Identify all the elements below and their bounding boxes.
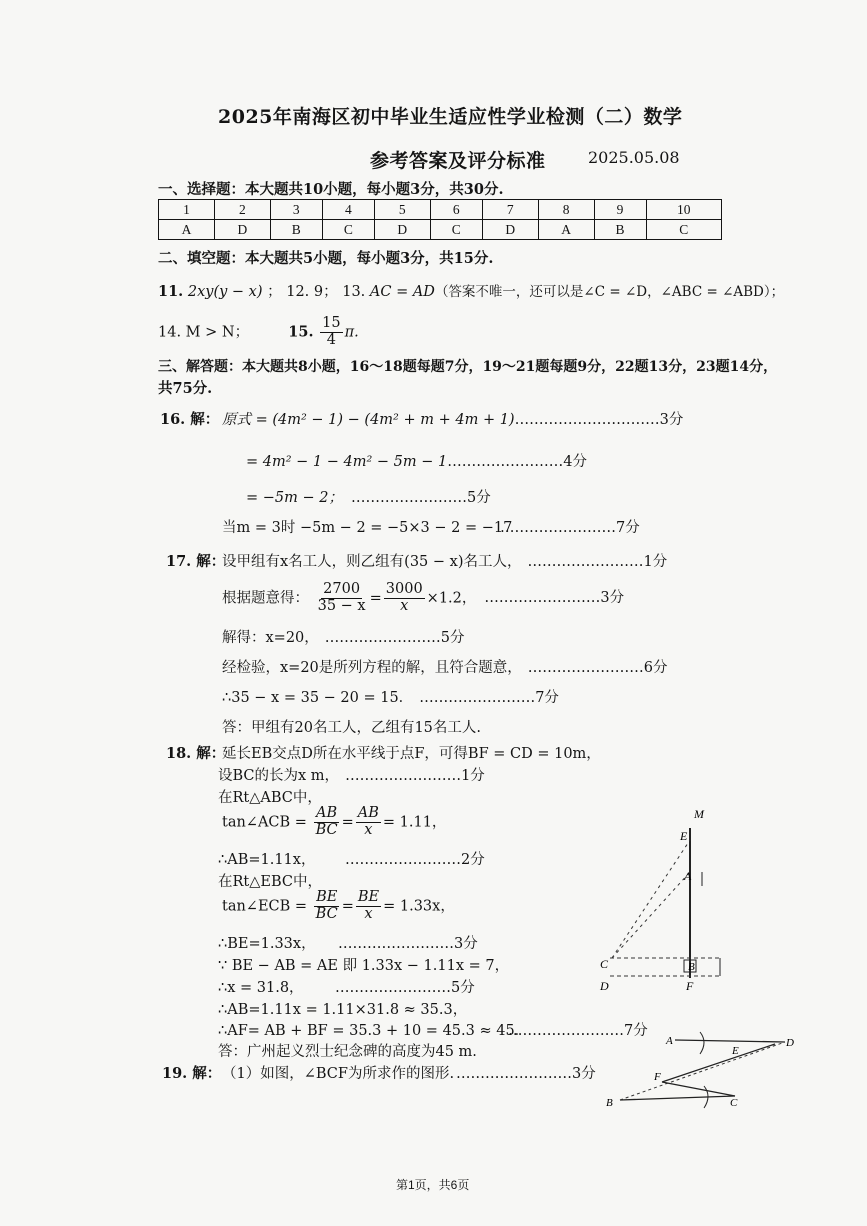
section-3-heading-cont: 共75分. — [158, 380, 213, 397]
score-marker: ……………………7分 — [500, 520, 640, 536]
q16-step-1 — [222, 408, 683, 429]
q15-tail: π. — [344, 324, 359, 341]
q17-step-4 — [222, 656, 668, 677]
point-label-d: D — [600, 979, 609, 993]
question-number: 8 — [538, 200, 594, 220]
q17-step-2-text: 根据题意得： — [222, 590, 309, 607]
answer-table — [158, 199, 722, 240]
tan-prefix: tan∠ACB = — [222, 814, 307, 831]
score-marker: ……………………7分 — [508, 1023, 648, 1039]
q18-answer: 答：广州起义烈士纪念碑的高度为45 m. — [218, 1044, 477, 1060]
fraction-denominator: BC — [315, 905, 338, 922]
score-marker: ……………………2分 — [345, 852, 485, 868]
q16-step-1-expr: 原式 = (4m² − 1) − (4m² + m + 4m + 1) — [222, 412, 515, 428]
answer-cell: B — [594, 220, 646, 240]
q18-step-10: ∴x = 31.8， — [218, 980, 304, 996]
exam-date: 2025.05.08 — [588, 148, 680, 167]
point-label-e: E — [732, 1045, 739, 1057]
answer-cell: C — [430, 220, 482, 240]
q19-step-1: （1）如图，∠BCF为所求作的图形. — [222, 1066, 455, 1082]
point-label-e: E — [680, 829, 688, 843]
q16-step-4: 当m = 3时 −5m − 2 = −5×3 − 2 = −17 — [222, 520, 513, 536]
q18-step-2-text: 设BC的长为x m， — [218, 768, 340, 784]
page-subtitle: 参考答案及评分标准 — [370, 150, 546, 172]
point-label-d: D — [786, 1037, 794, 1049]
score-marker: ……………………1分 — [527, 554, 668, 570]
point-label-c: C — [730, 1097, 738, 1109]
q16-step-2 — [246, 450, 587, 471]
q17-step-1-text: 设甲组有x名工人，则乙组有(35 − x)名工人， — [222, 554, 522, 570]
fraction — [356, 890, 381, 923]
q14-answer: 14. M > N； — [158, 324, 250, 341]
answer-cell: B — [270, 220, 322, 240]
answer-cell: D — [374, 220, 430, 240]
fraction-denominator: x — [400, 597, 409, 614]
answer-cell: C — [322, 220, 374, 240]
q17-step-5-text: ∴35 − x = 35 − 20 = 15． — [222, 690, 414, 706]
q17-step-4-text: 经检验，x=20是所列方程的解，且符合题意， — [222, 660, 522, 676]
question-number: 5 — [374, 200, 430, 220]
q11-answer: 2xy(y − x) — [187, 284, 263, 300]
q18-tan-ecb: tan∠ECB = $\frac{BE}{BC}$ = $\frac{BE}{x}$ = 1.33x， — [222, 889, 455, 922]
fraction — [314, 890, 340, 923]
answer-cell: D — [214, 220, 270, 240]
score-marker: ……………………3分 — [456, 1066, 596, 1082]
section-3-heading: 三、解答题：本大题共8小题，16～18题每题7分，19～21题每题9分，22题13分，23题14分， — [158, 359, 778, 375]
point-label-f: F — [686, 979, 694, 993]
point-label-m: M — [694, 807, 704, 821]
score-marker: …………………………3分 — [514, 412, 684, 428]
point-label-b: B — [606, 1097, 613, 1109]
question-number: 9 — [594, 200, 646, 220]
question-number: 10 — [646, 200, 721, 220]
fraction-numerator: 3000 — [385, 581, 423, 597]
q18-step-9: ∵ BE − AB = AE 即 1.33x − 1.11x = 7， — [218, 958, 510, 974]
answer-cell: D — [482, 220, 538, 240]
q18-step-3: 在Rt△ABC中， — [218, 790, 322, 806]
score-marker: ……………………5分 — [350, 490, 491, 506]
q18-step-2 — [218, 764, 485, 785]
q18-tan-acb: tan∠ACB = $\frac{AB}{BC}$ = $\frac{AB}{x}$ = 1.11， — [222, 805, 447, 838]
q19-figure — [600, 1030, 800, 1110]
q15-numerator: 15 — [322, 315, 341, 331]
fraction — [356, 806, 381, 839]
question-number: 4 — [322, 200, 374, 220]
q15-number: 15. — [288, 323, 314, 341]
q16-step-3 — [246, 486, 491, 507]
point-label-b: B — [688, 961, 695, 973]
q15-fraction — [320, 316, 342, 349]
score-marker: ……………………3分 — [484, 590, 625, 607]
q18-step-12: ∴AF= AB + BF = 35.3 + 10 = 45.3 ≈ 45． — [218, 1023, 530, 1039]
q15-denominator: 4 — [326, 331, 336, 348]
q17-step-2-tail: ×1.2， — [426, 590, 477, 607]
score-marker: ……………………1分 — [345, 768, 485, 784]
page-number: 第1页，共6页 — [396, 1178, 470, 1192]
q17-fraction-1 — [316, 582, 368, 615]
tan-result: = 1.11， — [382, 814, 447, 831]
q17-step-3 — [222, 626, 465, 647]
answer-cell: A — [538, 220, 594, 240]
q18-step-11: ∴AB=1.11x = 1.11×31.8 ≈ 35.3， — [218, 1002, 468, 1018]
q14-15-line — [158, 316, 359, 349]
point-label-a: A — [666, 1035, 673, 1047]
equals-sign: = — [369, 590, 382, 607]
q18-step-6: 在Rt△EBC中， — [218, 874, 322, 890]
q12-13-text: ； 12. 9； 13. — [267, 284, 366, 300]
fraction-numerator: BE — [357, 889, 380, 905]
tan-prefix: tan∠ECB = — [222, 898, 308, 915]
point-label-c: C — [600, 957, 609, 971]
q17-step-3-text: 解得：x=20， — [222, 630, 319, 646]
answer-row — [159, 220, 722, 240]
section-2-heading: 二、填空题：本大题共5小题，每小题3分，共15分. — [158, 250, 494, 267]
fraction-numerator: BE — [316, 889, 338, 905]
question-number: 1 — [159, 200, 215, 220]
q16-step-3-expr: = −5m − 2； — [246, 490, 343, 506]
fraction-denominator: x — [364, 821, 373, 838]
q17-label: 17. 解： — [166, 553, 226, 570]
point-label-a: A — [684, 869, 692, 883]
page-title: 2025年南海区初中毕业生适应性学业检测（二）数学 — [218, 106, 683, 128]
q11-13-line — [158, 280, 784, 301]
fraction-denominator: x — [364, 905, 373, 922]
score-marker: ……………………4分 — [447, 454, 587, 470]
q19-label: 19. 解： — [162, 1065, 222, 1082]
score-marker: ……………………5分 — [324, 630, 465, 646]
score-marker: ……………………3分 — [338, 936, 478, 952]
q18-label: 18. 解： — [166, 745, 226, 762]
q13-note: （答案不唯一，还可以是∠C = ∠D，∠ABC = ∠ABD）； — [434, 284, 785, 300]
question-number-row — [159, 200, 722, 220]
q18-step-1: 延长EB交点D所在水平线于点F，可得BF = CD = 10m， — [222, 746, 601, 762]
tan-result: = 1.33x， — [383, 898, 455, 915]
score-marker: ……………………7分 — [419, 690, 559, 706]
q11-number: 11. — [158, 283, 184, 300]
fraction-numerator: AB — [316, 805, 338, 821]
q18-step-8: ∴BE=1.33x， — [218, 936, 316, 952]
question-number: 2 — [214, 200, 270, 220]
q17-answer: 答：甲组有20名工人，乙组有15名工人. — [222, 720, 482, 736]
score-marker: ……………………6分 — [527, 660, 668, 676]
answer-cell: C — [646, 220, 721, 240]
fraction-denominator: 35 − x — [317, 597, 366, 614]
fraction-numerator: AB — [357, 805, 379, 821]
q18-figure — [590, 800, 740, 995]
q17-step-1 — [222, 550, 667, 571]
q18-step-5: ∴AB=1.11x， — [218, 852, 316, 868]
fraction-numerator: 2700 — [323, 581, 361, 597]
q17-step-5 — [222, 686, 559, 707]
score-marker: ……………………5分 — [335, 980, 475, 996]
fraction — [314, 806, 340, 839]
q17-step-2 — [222, 582, 624, 615]
point-label-f: F — [654, 1071, 661, 1083]
q13-answer: AC = AD — [369, 284, 435, 300]
q17-fraction-2 — [384, 582, 425, 615]
question-number: 6 — [430, 200, 482, 220]
question-number: 3 — [270, 200, 322, 220]
fraction-denominator: BC — [315, 821, 338, 838]
q16-label: 16. 解： — [160, 411, 220, 428]
question-number: 7 — [482, 200, 538, 220]
q16-step-2-expr: = 4m² − 1 − 4m² − 5m − 1 — [246, 454, 448, 470]
section-1-heading: 一、选择题：本大题共10小题，每小题3分，共30分. — [158, 181, 504, 198]
answer-cell: A — [159, 220, 215, 240]
